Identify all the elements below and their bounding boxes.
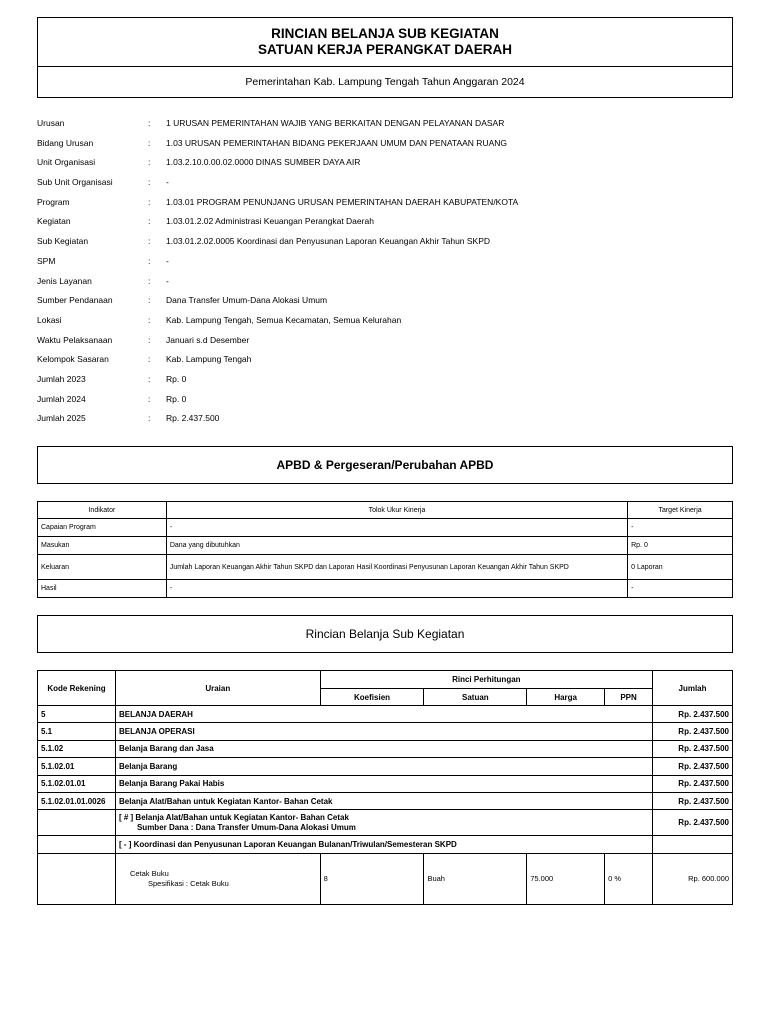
info-label: Lokasi	[37, 314, 62, 325]
title-line-2: SATUAN KERJA PERANGKAT DAERAH	[257, 42, 512, 57]
indicator-target: -	[628, 519, 733, 537]
kode-rekening: 5.1.02.01.01	[38, 775, 116, 792]
rincian-group-row	[38, 810, 733, 836]
indicator-header: Target Kinerja	[628, 502, 733, 519]
info-row-spm	[37, 252, 733, 272]
jumlah: Rp. 2.437.500	[653, 792, 733, 809]
group-sumber-dana: Sumber Dana : Dana Transfer Umum-Dana Alokasi Umum	[136, 822, 356, 832]
uraian: Belanja Barang dan Jasa	[115, 740, 652, 757]
info-colon: :	[148, 393, 151, 404]
info-label: Jumlah 2025	[37, 413, 86, 424]
rincian-header-row	[38, 671, 733, 689]
header-satuan: Satuan	[424, 689, 527, 706]
info-value: Rp. 2.437.500	[166, 413, 220, 424]
header-jumlah: Jumlah	[653, 671, 733, 706]
info-row-jumlah-2023	[37, 370, 733, 390]
item-jumlah: Rp. 600.000	[653, 853, 733, 904]
jumlah: Rp. 2.437.500	[653, 810, 733, 836]
info-colon: :	[148, 196, 151, 207]
info-label: Waktu Pelaksanaan	[37, 334, 113, 345]
info-value: Kab. Lampung Tengah	[166, 354, 252, 365]
info-colon: :	[148, 236, 151, 247]
indicator-name: Keluaran	[38, 555, 167, 580]
section-rincian-title: Rincian Belanja Sub Kegiatan	[37, 615, 733, 653]
info-value: -	[166, 177, 169, 188]
info-label: Jenis Layanan	[37, 275, 92, 286]
document-header	[37, 17, 733, 98]
info-label: Urusan	[37, 118, 65, 128]
info-value: 1 URUSAN PEMERINTAHAN WAJIB YANG BERKAITAN DENGAN PELAYANAN DASAR	[166, 118, 505, 128]
info-row-program	[37, 193, 733, 213]
info-value: Rp. 0	[166, 393, 187, 404]
info-label: Unit Organisasi	[37, 157, 96, 168]
kode-rekening: 5.1.02	[38, 740, 116, 757]
info-label: Kelompok Sasaran	[37, 354, 109, 365]
indicator-target: Rp. 0	[628, 537, 733, 555]
kode-rekening-empty	[38, 836, 116, 853]
indicator-header: Tolok Ukur Kinerja	[166, 502, 627, 519]
uraian: Belanja Barang Pakai Habis	[115, 775, 652, 792]
rincian-row	[38, 758, 733, 775]
jumlah: Rp. 2.437.500	[653, 723, 733, 740]
item-name: Cetak Buku	[129, 868, 169, 878]
info-colon: :	[148, 137, 151, 148]
info-row-kelompok-sasaran	[37, 350, 733, 370]
indicator-header-row	[38, 502, 733, 519]
rincian-row	[38, 723, 733, 740]
header-uraian: Uraian	[115, 671, 320, 706]
document-title	[38, 18, 732, 67]
indicator-name: Masukan	[38, 537, 167, 555]
info-row-waktu	[37, 331, 733, 351]
info-colon: :	[148, 295, 151, 306]
info-colon: :	[148, 314, 151, 325]
document-subtitle: Pemerintahan Kab. Lampung Tengah Tahun Anggaran 2024	[245, 76, 525, 88]
rincian-row	[38, 775, 733, 792]
info-colon: :	[148, 255, 151, 266]
header-ppn: PPN	[605, 689, 653, 706]
rincian-item-row	[38, 853, 733, 904]
header-koefisien: Koefisien	[320, 689, 424, 706]
title-line-1: RINCIAN BELANJA SUB KEGIATAN	[271, 26, 499, 41]
info-row-bidang-urusan	[37, 134, 733, 154]
kode-rekening: 5.1.02.01.01.0026	[38, 792, 116, 809]
indicator-measure: -	[166, 519, 627, 537]
rincian-row	[38, 740, 733, 757]
info-row-jumlah-2024	[37, 390, 733, 410]
info-colon: :	[148, 216, 151, 227]
info-row-jenis-layanan	[37, 272, 733, 292]
info-colon: :	[148, 354, 151, 365]
info-label: Sub Kegiatan	[37, 236, 89, 247]
info-row-unit-organisasi	[37, 153, 733, 173]
rincian-row	[38, 792, 733, 809]
uraian: BELANJA OPERASI	[115, 723, 652, 740]
info-row-urusan	[37, 114, 733, 134]
item-uraian	[115, 853, 320, 904]
indicator-measure: Jumlah Laporan Keuangan Akhir Tahun SKPD dan Laporan Hasil Koordinasi Penyusunan Laporan Keuangan Akhir Tahun SKPD	[166, 555, 627, 580]
indicator-name: Hasil	[38, 580, 167, 598]
item-spec: Spesifikasi : Cetak Buku	[147, 878, 229, 888]
info-row-sub-kegiatan	[37, 232, 733, 252]
info-colon: :	[148, 413, 151, 424]
info-row-kegiatan	[37, 212, 733, 232]
jumlah: Rp. 2.437.500	[653, 775, 733, 792]
section-apbd-title: APBD & Pergeseran/Perubahan APBD	[37, 446, 733, 484]
jumlah-empty	[653, 836, 733, 853]
info-label: Kegiatan	[37, 216, 71, 227]
header-harga: Harga	[527, 689, 605, 706]
indicator-row	[38, 537, 733, 555]
info-value: -	[166, 255, 169, 266]
jumlah: Rp. 2.437.500	[653, 706, 733, 723]
header-rinci-perhitungan: Rinci Perhitungan	[320, 671, 652, 689]
info-colon: :	[148, 373, 151, 384]
info-label: Sub Unit Organisasi	[37, 177, 113, 188]
info-row-lokasi	[37, 311, 733, 331]
item-harga: 75.000	[527, 853, 605, 904]
item-satuan: Buah	[424, 853, 527, 904]
group-title: [ # ] Belanja Alat/Bahan untuk Kegiatan Kantor- Bahan Cetak	[118, 812, 349, 822]
kode-rekening: 5.1.02.01	[38, 758, 116, 775]
info-value: 1.03.2.10.0.00.02.0000 DINAS SUMBER DAYA AIR	[166, 157, 361, 168]
indicator-row	[38, 519, 733, 537]
info-label: Sumber Pendanaan	[37, 295, 113, 306]
indicator-header: Indikator	[38, 502, 167, 519]
uraian: BELANJA DAERAH	[115, 706, 652, 723]
uraian: Belanja Alat/Bahan untuk Kegiatan Kantor- Bahan Cetak	[115, 792, 652, 809]
kode-rekening: 5.1	[38, 723, 116, 740]
item-koefisien: 8	[320, 853, 424, 904]
info-value: -	[166, 275, 169, 286]
info-row-jumlah-2025	[37, 409, 733, 429]
info-colon: :	[148, 334, 151, 345]
indicator-name: Capaian Program	[38, 519, 167, 537]
info-value: 1.03 URUSAN PEMERINTAHAN BIDANG PEKERJAAN UMUM DAN PENATAAN RUANG	[166, 137, 508, 148]
subgroup-uraian: [ - ] Koordinasi dan Penyusunan Laporan Keuangan Bulanan/Triwulan/Semesteran SKPD	[115, 836, 652, 853]
rincian-belanja-table	[37, 670, 733, 905]
info-label: Program	[37, 196, 70, 207]
info-value: 1.03.01 PROGRAM PENUNJANG URUSAN PEMERINTAHAN DAERAH KABUPATEN/KOTA	[166, 196, 519, 207]
info-colon: :	[148, 275, 151, 286]
group-uraian	[115, 810, 652, 836]
info-label: SPM	[37, 255, 56, 266]
info-value: 1.03.01.2.02.0005 Koordinasi dan Penyusunan Laporan Keuangan Akhir Tahun SKPD	[166, 236, 491, 247]
indicator-measure: Dana yang dibutuhkan	[166, 537, 627, 555]
jumlah: Rp. 2.437.500	[653, 740, 733, 757]
info-value: Kab. Lampung Tengah, Semua Kecamatan, Semua Kelurahan	[166, 314, 402, 325]
indicator-row	[38, 580, 733, 598]
indicator-measure: -	[166, 580, 627, 598]
header-kode-rekening: Kode Rekening	[38, 671, 116, 706]
info-value: Rp. 0	[166, 373, 187, 384]
info-label: Bidang Urusan	[37, 137, 94, 148]
info-colon: :	[148, 118, 151, 128]
info-value: Januari s.d Desember	[166, 334, 250, 345]
info-colon: :	[148, 177, 151, 188]
info-label: Jumlah 2024	[37, 393, 86, 404]
indicator-target: 0 Laporan	[628, 555, 733, 580]
kode-rekening: 5	[38, 706, 116, 723]
kode-rekening-empty	[38, 810, 116, 836]
info-value: 1.03.01.2.02 Administrasi Keuangan Perangkat Daerah	[166, 216, 374, 227]
indicator-table	[37, 501, 733, 598]
info-row-sumber-pendanaan	[37, 291, 733, 311]
indicator-target: -	[628, 580, 733, 598]
uraian: Belanja Barang	[115, 758, 652, 775]
info-list	[37, 114, 733, 429]
info-label: Jumlah 2023	[37, 373, 86, 384]
jumlah: Rp. 2.437.500	[653, 758, 733, 775]
rincian-subgroup-row	[38, 836, 733, 853]
kode-rekening-empty	[38, 853, 116, 904]
info-value: Dana Transfer Umum-Dana Alokasi Umum	[166, 295, 328, 306]
info-colon: :	[148, 157, 151, 168]
item-ppn: 0 %	[605, 853, 653, 904]
rincian-row	[38, 706, 733, 723]
info-row-sub-unit	[37, 173, 733, 193]
indicator-row	[38, 555, 733, 580]
